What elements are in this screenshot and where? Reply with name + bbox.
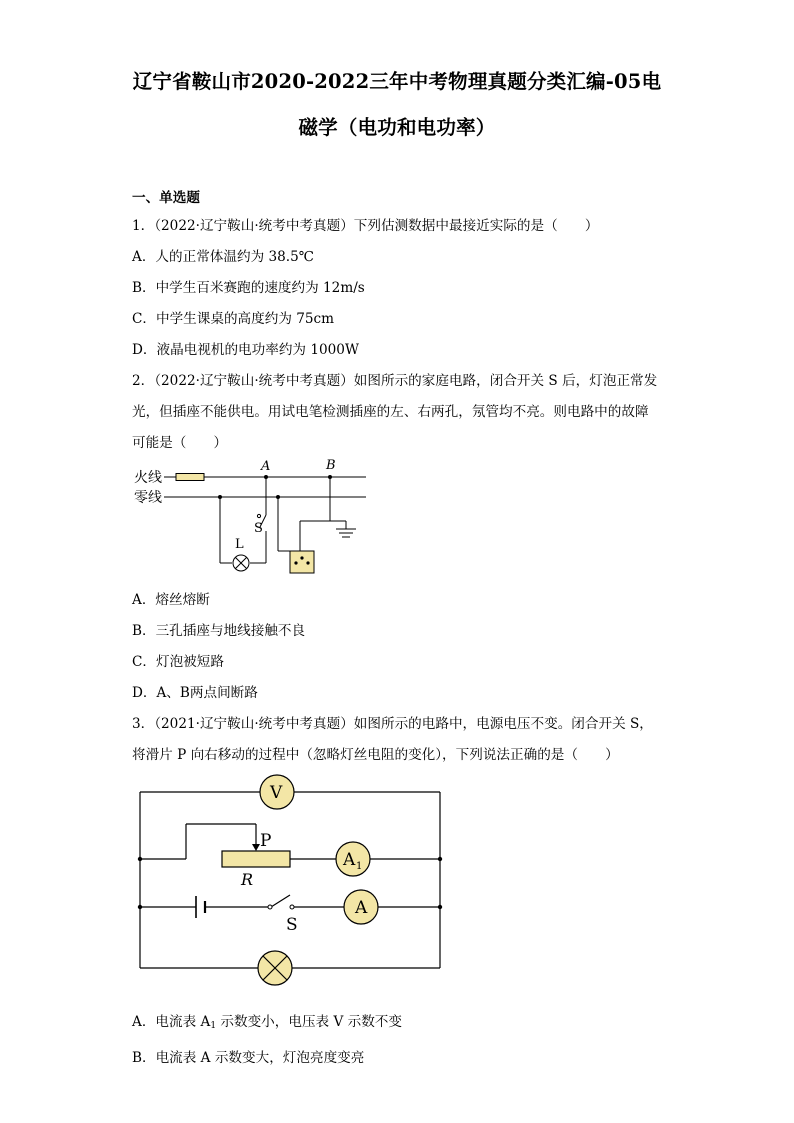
q2-option-b: B．三孔插座与地线接触不良: [132, 623, 306, 639]
ammeter1-label: A: [343, 850, 356, 870]
document-title-line2: 磁学（电功和电功率）: [298, 116, 496, 139]
switch-s-label: S: [254, 521, 263, 536]
switch-s-label: S: [286, 915, 298, 935]
three-hole-socket: [290, 551, 314, 573]
point-a-label: A: [261, 459, 271, 474]
section-heading: 一、单选题: [132, 190, 200, 206]
q1-option-d: D．液晶电视机的电功率约为 1000W: [132, 342, 359, 358]
q2-option-d: D．A、B两点间断路: [132, 685, 258, 701]
q1-option-b: B．中学生百米赛跑的速度约为 12m/s: [132, 280, 365, 296]
voltmeter-label: V: [270, 783, 283, 803]
lamp-l-label: L: [235, 537, 244, 552]
q3-option-a-post: 示数变小，电压表 V 示数不变: [216, 1014, 402, 1030]
slider-p-label: P: [260, 831, 272, 851]
ammeter-label: A: [355, 898, 368, 918]
slider-arrow: [252, 844, 260, 851]
q3-option-a-sub: 1: [210, 1021, 217, 1031]
q2-stem-line3: 可能是（ ）: [132, 435, 228, 451]
q3-stem-line2: 将滑片 P 向右移动的过程中（忽略灯丝电阻的变化），下列说法正确的是（ ）: [132, 747, 619, 763]
q1-option-a: A．人的正常体温约为 38.5℃: [132, 249, 314, 265]
q2-option-a: A．熔丝熔断: [132, 592, 210, 608]
rheostat-circuit-diagram: [130, 772, 450, 982]
household-circuit-diagram: [130, 455, 370, 580]
q3-stem-line1: 3．（2021·辽宁鞍山·统考中考真题）如图所示的电路中，电源电压不变。闭合开关 S，: [132, 716, 653, 732]
q2-option-c: C．灯泡被短路: [132, 654, 224, 670]
q1-option-c: C．中学生课桌的高度约为 75cm: [132, 311, 335, 327]
rheostat-r-label: R: [241, 870, 254, 889]
ammeter1-subscript: 1: [356, 861, 363, 872]
q1-stem: 1．（2022·辽宁鞍山·统考中考真题）下列估测数据中最接近实际的是（ ）: [132, 218, 599, 234]
neutral-wire-label: 零线: [134, 490, 162, 506]
q3-option-b: B．电流表 A 示数变大，灯泡亮度变亮: [132, 1050, 365, 1066]
q3-option-a-pre: A．电流表 A: [132, 1014, 211, 1030]
q2-stem-line2: 光，但插座不能供电。用试电笔检测插座的左、右两孔，氖管均不亮。则电路中的故障: [132, 404, 649, 420]
live-wire-label: 火线: [134, 470, 162, 486]
rheostat-symbol: [222, 851, 290, 867]
q2-stem-line1: 2．（2022·辽宁鞍山·统考中考真题）如图所示的家庭电路，闭合开关 S 后，灯泡正常发: [132, 373, 658, 389]
q3-option-a: [132, 1010, 402, 1031]
document-title-line1: 辽宁省鞍山市2020-2022三年中考物理真题分类汇编-05电: [132, 70, 662, 93]
fuse: [176, 474, 204, 481]
point-b-label: B: [326, 458, 336, 473]
